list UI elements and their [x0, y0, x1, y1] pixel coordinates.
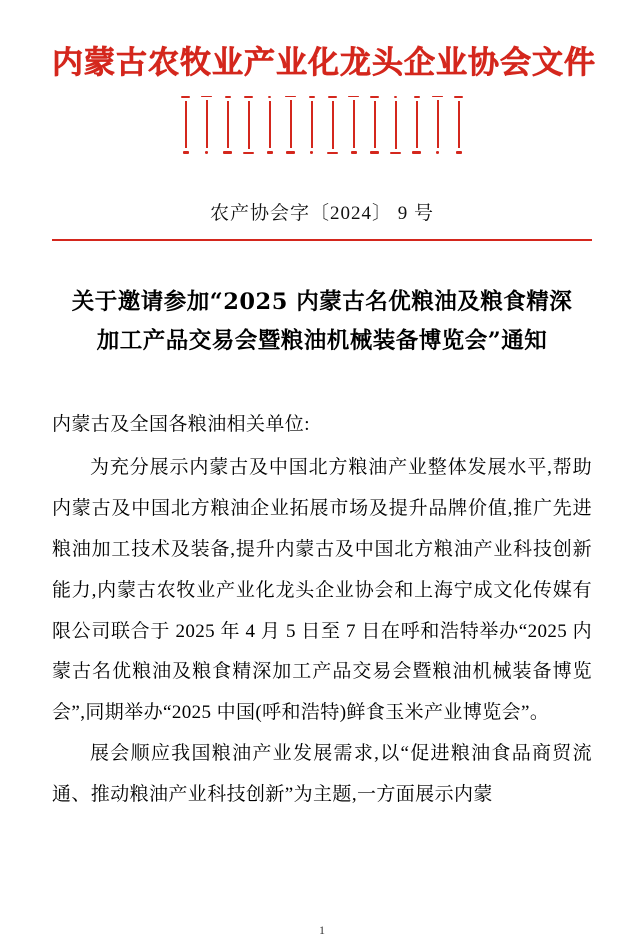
salutation: 内蒙古及全国各粮油相关单位: — [52, 414, 310, 436]
masthead — [52, 0, 596, 158]
body-paragraph-2: 展会顺应我国粮油产业发展需求,以“促进粮油食品商贸流通、推动粮油产业科技创新”为主题,一方面展示内蒙 — [52, 743, 592, 805]
mongolian-glyph — [453, 96, 464, 154]
red-divider-rule — [52, 239, 592, 241]
document-body — [52, 405, 592, 815]
mongolian-glyph — [222, 96, 233, 154]
page-title-line-1: 关于邀请参加“2025 内蒙古名优粮油及粮食精深 — [71, 288, 573, 315]
mongolian-glyph — [369, 96, 380, 154]
mongolian-glyph — [411, 96, 422, 154]
page-title — [52, 283, 592, 362]
mongolian-glyph — [180, 96, 191, 154]
mongolian-glyph — [327, 96, 338, 154]
mongolian-glyph — [390, 96, 401, 154]
mongolian-glyph — [201, 96, 212, 154]
mongolian-glyph — [432, 96, 443, 154]
page-number: 1 — [319, 923, 325, 937]
mongolian-glyph — [348, 96, 359, 154]
mongolian-glyph — [243, 96, 254, 154]
mongolian-script-header — [52, 96, 592, 158]
page-title-line-2: 加工产品交易会暨粮油机械装备博览会”通知 — [96, 328, 548, 355]
mongolian-glyph — [264, 96, 275, 154]
document-number: 农产协会字〔2024〕 9 号 — [209, 202, 434, 224]
mongolian-glyph — [306, 96, 317, 154]
masthead-title: 内蒙古农牧业产业化龙头企业协会文件 — [52, 45, 596, 81]
body-paragraph-1: 为充分展示内蒙古及中国北方粮油产业整体发展水平,帮助内蒙古及中国北方粮油企业拓展市场及提升品牌价值,推广先进粮油加工技术及装备,提升内蒙古及中国北方粮油产业科技创新能力,内蒙古农牧业产业化龙头企业协会和上海宁成文化传媒有限公司联合于 2025 年 4 月 5 日至 7 日在呼和浩特举办“2025 内蒙古名优粮油及粮食精深加工产品交易会暨粮油机械装备博览会”,同期举办“2025 中国(呼和浩特)鲜食玉米产业博览会”。 — [52, 457, 592, 724]
mongolian-glyph — [285, 96, 296, 154]
